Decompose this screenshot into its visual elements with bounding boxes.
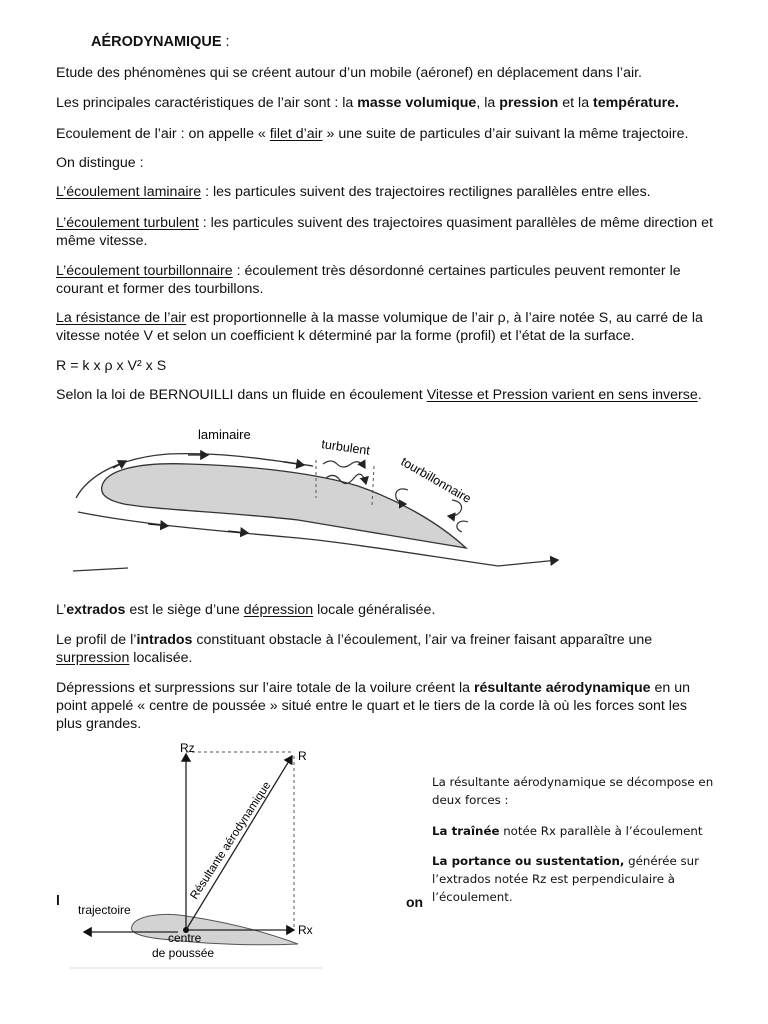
turbulent-squiggle: [323, 461, 365, 468]
vortex-swirl: [396, 489, 408, 504]
label-centre: centre: [168, 931, 202, 945]
label-rz: Rz: [180, 741, 195, 755]
paragraph-intrados: Le profil de l’intrados constituant obstacle à l’écoulement, l’air va freiner faisant apparaître une surpression localisée.: [56, 632, 653, 666]
paragraph-air-characteristics: Les principales caractéristiques de l’air sont : la masse volumique, la pression et la température.: [56, 95, 679, 111]
label-resultante: Résultante aérodynamique: [188, 779, 274, 902]
title-rest: :: [221, 34, 230, 50]
truncated-text-left: l: [56, 892, 60, 908]
label-laminaire: laminaire: [198, 427, 251, 442]
vortex-swirl: [448, 500, 462, 516]
formula: R = k x ρ x V² x S: [56, 358, 167, 374]
paragraph-vortex: L’écoulement tourbillonnaire : écoulement très désordonné certaines particules peuvent remonter le courant et former des tourbillons.: [56, 263, 681, 297]
paragraph-turbulent: L’écoulement turbulent : les particules suivent des trajectoires quasiment parallèles de même direction et même vitesse.: [56, 215, 713, 249]
flow-arrow: [498, 560, 558, 566]
label-tourbillonnaire: tourbillonnaire: [398, 454, 474, 506]
label-turbulent: turbulent: [320, 437, 371, 458]
label-trajectoire: trajectoire: [78, 903, 131, 917]
flow-line-bottom: [73, 568, 128, 571]
label-rx: Rx: [298, 923, 313, 937]
airflow-diagram: [58, 418, 568, 588]
flow-arrow: [113, 461, 126, 468]
flow-arrow: [284, 462, 304, 465]
force-diagram: [66, 740, 336, 972]
truncated-text-right: on: [406, 894, 424, 910]
paragraph-air-resistance: La résistance de l’air est proportionnelle à la masse volumique de l’air ρ, à l’aire notée S, au carré de la vitesse notée V et selon un coefficient k déterminé par la forme (profil) et l’état de la surface.: [56, 310, 703, 344]
vortex-swirl: [457, 521, 468, 532]
side-intro: La résultante aérodynamique se décompose en deux forces :: [432, 775, 714, 807]
paragraph-laminar: L’écoulement laminaire : les particules suivent des trajectoires rectilignes parallèles entre elles.: [56, 184, 651, 200]
paragraph-extrados: L’extrados est le siège d’une dépression locale généralisée.: [56, 602, 436, 618]
r-vector: [186, 756, 292, 930]
airfoil-shape: [102, 464, 466, 548]
side-trainee: La traînée notée Rx parallèle à l’écoulement: [432, 824, 703, 838]
label-r: R: [298, 749, 307, 763]
paragraph-distinguish: On distingue :: [56, 155, 144, 171]
side-portance: La portance ou sustentation, générée sur l’extrados notée Rz est perpendiculaire à l’écoulement.: [432, 854, 699, 904]
paragraph-resultante: Dépressions et surpressions sur l’aire totale de la voilure créent la résultante aérodynamique en un point appelé « centre de poussée » situé entre le quart et le tiers de la corde là où les forces sont les plus grandes.: [56, 680, 691, 732]
paragraph-airflow: Ecoulement de l’air : on appelle « filet d’air » une suite de particules d’air suivant la même trajectoire.: [56, 126, 689, 142]
label-poussee: de poussée: [152, 946, 215, 960]
page-title: [91, 34, 230, 50]
paragraph-bernoulli: Selon la loi de BERNOUILLI dans un fluide en écoulement Vitesse et Pression varient en sens inverse.: [56, 387, 702, 403]
paragraph-definition: Etude des phénomènes qui se créent autour d’un mobile (aéronef) en déplacement dans l’air.: [56, 65, 643, 81]
title-bold: AÉRODYNAMIQUE: [91, 34, 222, 50]
